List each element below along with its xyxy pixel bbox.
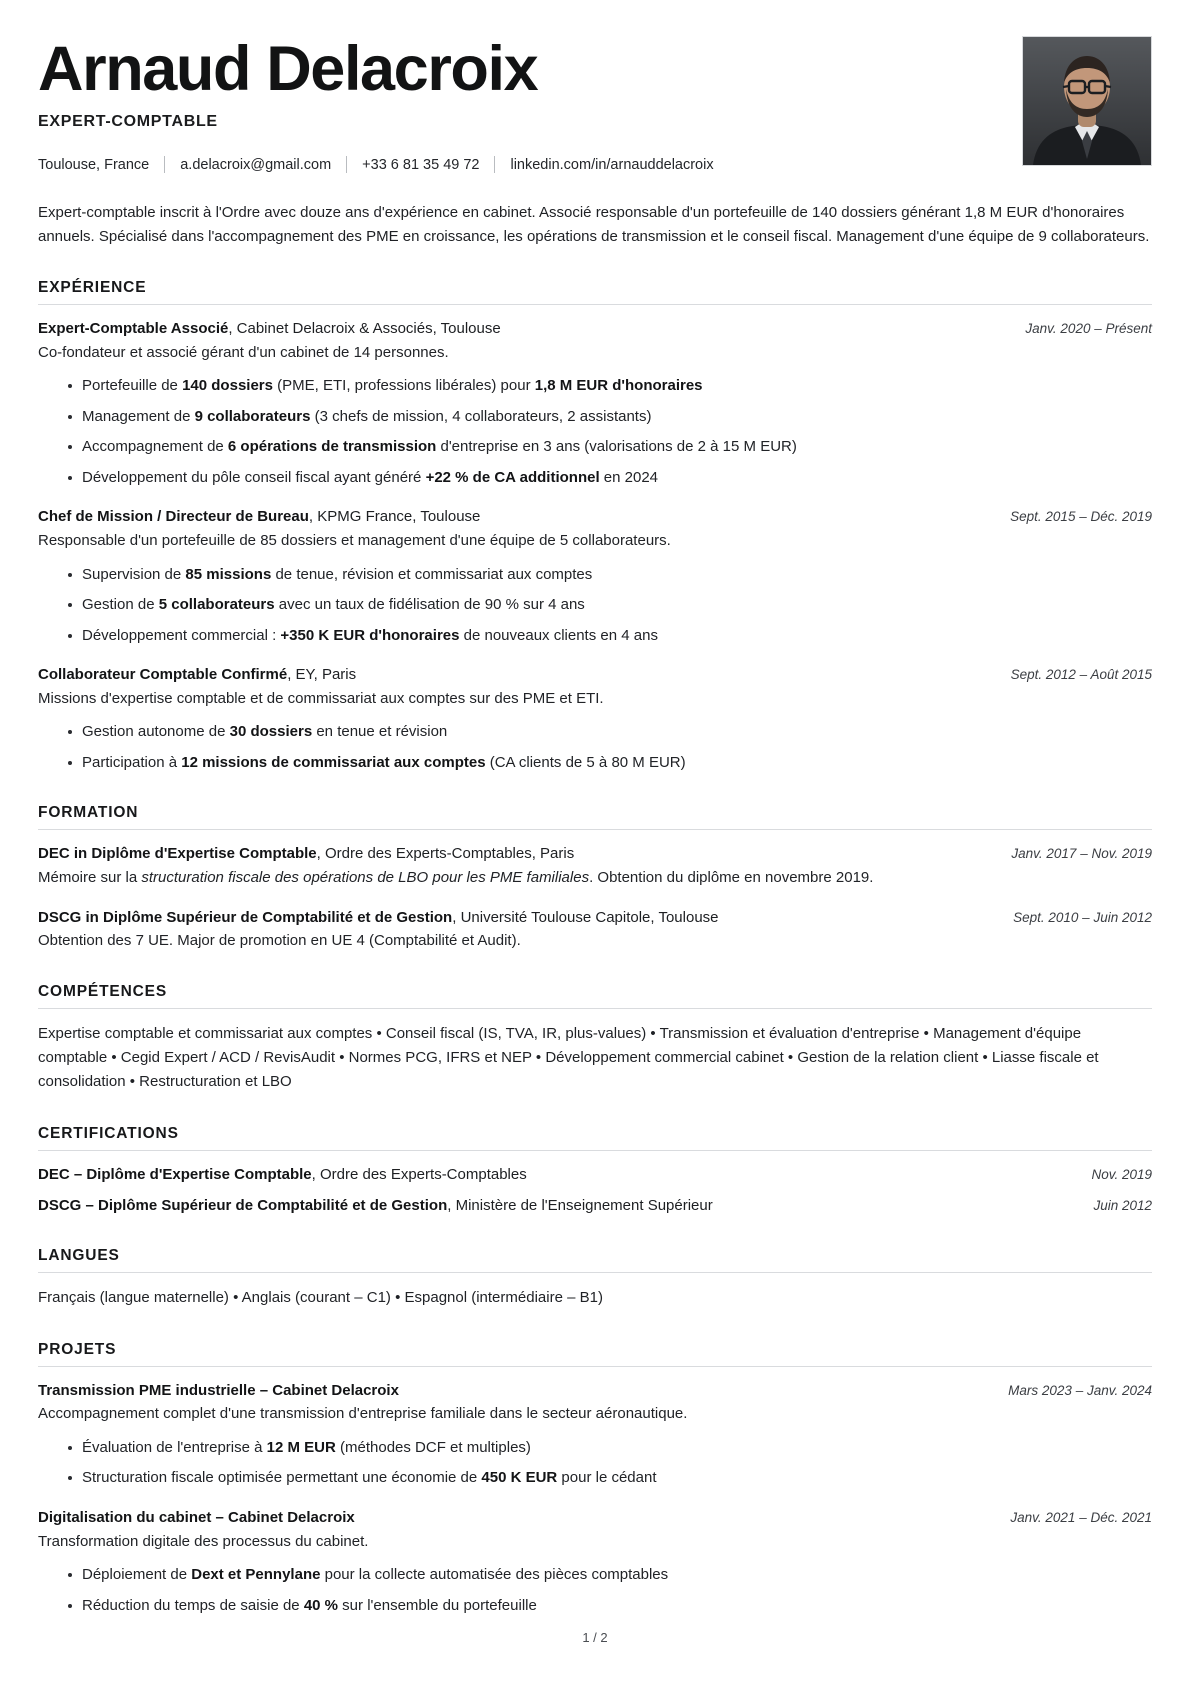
experience-entry — [38, 664, 1152, 774]
project-bullet-list — [38, 1564, 1152, 1617]
list-item: Participation à 12 missions de commissariat aux comptes (CA clients de 5 à 80 M EUR) — [68, 752, 1152, 775]
section-title-certifications: CERTIFICATIONS — [38, 1124, 179, 1142]
experience-entry — [38, 318, 1152, 489]
resume-header — [38, 36, 1152, 175]
list-item: Gestion de 5 collaborateurs avec un taux de fidélisation de 90 % sur 4 ans — [68, 594, 1152, 617]
entry-header — [38, 1507, 1152, 1529]
job-organization: , Cabinet Delacroix & Associés, Toulouse — [228, 320, 501, 338]
certification-name-line — [38, 1195, 713, 1217]
job-dates: Sept. 2012 – Août 2015 — [1010, 667, 1152, 683]
section-title-langues: LANGUES — [38, 1247, 120, 1265]
entry-title-line — [38, 318, 1007, 340]
list-item: Structuration fiscale optimisée permettant une économie de 450 K EUR pour le cédant — [68, 1467, 1152, 1490]
job-bullet-list — [38, 721, 1152, 774]
certification-name: DSCG – Diplôme Supérieur de Comptabilité et de Gestion — [38, 1197, 448, 1215]
entry-header — [38, 664, 1152, 686]
list-item: Réduction du temps de saisie de 40 % sur l'ensemble du portefeuille — [68, 1595, 1152, 1618]
list-item: Gestion autonome de 30 dossiers en tenue et révision — [68, 721, 1152, 744]
project-description: Transformation digitale des processus du cabinet. — [38, 1532, 369, 1550]
contact-divider-icon — [494, 156, 495, 173]
certification-name-line — [38, 1164, 527, 1186]
section-langues — [38, 1247, 1152, 1310]
job-role: Collaborateur Comptable Confirmé — [38, 666, 288, 684]
profile-photo — [1022, 36, 1152, 166]
project-entry — [38, 1380, 1152, 1490]
project-name: Transmission PME industrielle – Cabinet Delacroix — [38, 1381, 399, 1399]
degree-name: DEC in Diplôme d'Expertise Comptable — [38, 845, 317, 863]
list-item: Déploiement de Dext et Pennylane pour la collecte automatisée des pièces comptables — [68, 1564, 1152, 1587]
section-title-experience: EXPÉRIENCE — [38, 279, 147, 297]
entry-title-line — [38, 506, 992, 528]
list-item: Management de 9 collaborateurs (3 chefs de mission, 4 collaborateurs, 2 assistants) — [68, 406, 1152, 429]
contact-location: Toulouse, France — [38, 156, 150, 173]
school-name: , Ordre des Experts-Comptables, Paris — [316, 845, 575, 863]
contact-divider-icon — [346, 156, 347, 173]
section-title-competences: COMPÉTENCES — [38, 982, 168, 1000]
languages-text: Français (langue maternelle) • Anglais (courant – C1) • Espagnol (intermédiaire – B1) — [38, 1289, 603, 1307]
section-experience — [38, 279, 1152, 774]
entry-title-line — [38, 1507, 992, 1529]
project-entry — [38, 1507, 1152, 1617]
section-divider — [38, 1150, 1152, 1151]
list-item: Supervision de 85 missions de tenue, révision et commissariat aux comptes — [68, 564, 1152, 587]
project-description: Accompagnement complet d'une transmission d'entreprise familiale dans le secteur aéronautique. — [38, 1405, 688, 1423]
section-projets — [38, 1341, 1152, 1618]
section-title-projets: PROJETS — [38, 1340, 117, 1358]
project-name: Digitalisation du cabinet – Cabinet Delacroix — [38, 1508, 355, 1526]
certification-row — [38, 1164, 1152, 1186]
job-role: Chef de Mission / Directeur de Bureau — [38, 508, 309, 526]
education-description: Mémoire sur la structuration fiscale des opérations de LBO pour les PME familiales. Obtention du diplôme en novembre 2019. — [38, 869, 874, 887]
degree-name: DSCG in Diplôme Supérieur de Comptabilité et de Gestion — [38, 908, 453, 926]
certification-issuer: , Ordre des Experts-Comptables — [311, 1165, 527, 1183]
certification-date: Juin 2012 — [1093, 1198, 1152, 1214]
job-dates: Sept. 2015 – Déc. 2019 — [1010, 509, 1152, 525]
education-dates: Sept. 2010 – Juin 2012 — [1013, 909, 1152, 925]
certification-issuer: , Ministère de l'Enseignement Supérieur — [447, 1197, 713, 1215]
contact-email[interactable]: a.delacroix@gmail.com — [180, 156, 332, 173]
section-formation — [38, 804, 1152, 953]
entry-title-line — [38, 1380, 990, 1402]
job-organization: , KPMG France, Toulouse — [308, 508, 481, 526]
certification-name: DEC – Diplôme d'Expertise Comptable — [38, 1165, 312, 1183]
job-description: Responsable d'un portefeuille de 85 dossiers et management d'une équipe de 5 collaborateurs. — [38, 532, 671, 550]
job-description: Missions d'expertise comptable et de commissariat aux comptes sur des PME et ETI. — [38, 689, 604, 707]
entry-header — [38, 506, 1152, 528]
entry-title-line — [38, 664, 993, 686]
project-dates: Janv. 2021 – Déc. 2021 — [1010, 1509, 1152, 1525]
page-number: 1 / 2 — [582, 1630, 608, 1645]
list-item: Portefeuille de 140 dossiers (PME, ETI, professions libérales) pour 1,8 M EUR d'honoraires — [68, 375, 1152, 398]
entry-title-line — [38, 843, 993, 865]
experience-entry — [38, 506, 1152, 647]
list-item: Évaluation de l'entreprise à 12 M EUR (méthodes DCF et multiples) — [68, 1437, 1152, 1460]
section-title-formation: FORMATION — [38, 804, 139, 822]
list-item: Développement du pôle conseil fiscal ayant généré +22 % de CA additionnel en 2024 — [68, 467, 1152, 490]
project-bullet-list — [38, 1437, 1152, 1490]
contact-phone[interactable]: +33 6 81 35 49 72 — [362, 156, 480, 173]
contact-divider-icon — [164, 156, 165, 173]
section-divider — [38, 1366, 1152, 1367]
section-competences — [38, 983, 1152, 1095]
candidate-job-title: EXPERT-COMPTABLE — [38, 112, 218, 130]
contact-linkedin[interactable]: linkedin.com/in/arnauddelacroix — [510, 156, 714, 173]
section-divider — [38, 829, 1152, 830]
school-name: , Université Toulouse Capitole, Toulouse — [452, 908, 719, 926]
entry-header — [38, 907, 1152, 929]
section-divider — [38, 1272, 1152, 1273]
job-description: Co-fondateur et associé gérant d'un cabinet de 14 personnes. — [38, 343, 449, 361]
entry-title-line — [38, 907, 995, 929]
education-entry — [38, 907, 1152, 953]
job-organization: , EY, Paris — [287, 666, 357, 684]
header-text-block — [38, 36, 1002, 175]
professional-summary: Expert-comptable inscrit à l'Ordre avec douze ans d'expérience en cabinet. Associé responsable d'un portefeuille de 140 dossiers générant 1,8 M EUR d'honoraires annuels. Spécialisé dans l'accompagnement des PME en croissance, les opérations de transmission et le conseil fiscal. Management d'une équipe de 9 collaborateurs. — [38, 204, 1150, 246]
education-entry — [38, 843, 1152, 889]
education-dates: Janv. 2017 – Nov. 2019 — [1011, 846, 1152, 862]
candidate-name: Arnaud Delacroix — [38, 34, 538, 104]
certification-date: Nov. 2019 — [1091, 1166, 1152, 1182]
section-divider — [38, 1008, 1152, 1009]
entry-header — [38, 843, 1152, 865]
list-item: Accompagnement de 6 opérations de transmission d'entreprise en 3 ans (valorisations de 2 à 15 M EUR) — [68, 436, 1152, 459]
job-dates: Janv. 2020 – Présent — [1025, 321, 1152, 337]
job-bullet-list — [38, 564, 1152, 648]
entry-header — [38, 1380, 1152, 1402]
certification-row — [38, 1195, 1152, 1217]
education-description: Obtention des 7 UE. Major de promotion en UE 4 (Comptabilité et Audit). — [38, 932, 521, 950]
section-certifications — [38, 1125, 1152, 1218]
entry-header — [38, 318, 1152, 340]
skills-text: Expertise comptable et commissariat aux comptes • Conseil fiscal (IS, TVA, IR, plus-values) • Transmission et évaluation d'entreprise • Management d'équipe comptable • Cegid Expert / ACD / RevisAudit • Normes PCG, IFRS et NEP • Développement commercial cabinet • Gestion de la relation client • Liasse fiscale et consolidation • Restructuration et LBO — [38, 1024, 1099, 1091]
job-role: Expert-Comptable Associé — [38, 320, 229, 338]
section-divider — [38, 304, 1152, 305]
list-item: Développement commercial : +350 K EUR d'honoraires de nouveaux clients en 4 ans — [68, 625, 1152, 648]
project-dates: Mars 2023 – Janv. 2024 — [1008, 1382, 1152, 1398]
contact-row — [38, 155, 1002, 175]
job-bullet-list — [38, 375, 1152, 489]
